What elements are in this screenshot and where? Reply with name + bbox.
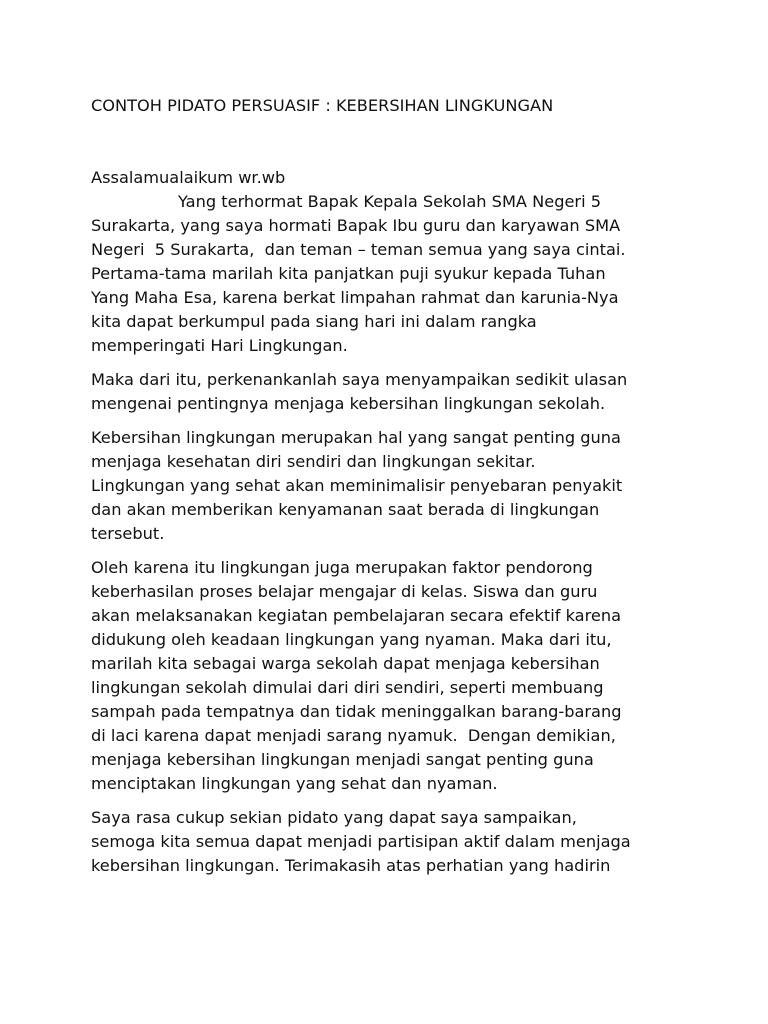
text-line: Yang Maha Esa, karena berkat limpahan rahmat dan karunia-Nya: [91, 288, 619, 307]
text-line: akan melaksanakan kegiatan pembelajaran secara efektif karena: [91, 606, 622, 625]
document-title: CONTOH PIDATO PERSUASIF : KEBERSIHAN LINGKUNGAN: [91, 96, 554, 115]
paragraph: [91, 806, 698, 878]
paragraph: [91, 426, 698, 546]
text-line: Saya rasa cukup sekian pidato yang dapat saya sampaikan,: [91, 808, 577, 827]
text-line: menjaga kesehatan diri sendiri dan lingkungan sekitar.: [91, 452, 536, 471]
text-line: Yang terhormat Bapak Kepala Sekolah SMA Negeri 5: [178, 192, 602, 211]
text-line: kita dapat berkumpul pada siang hari ini dalam rangka: [91, 312, 537, 331]
text-line: di laci karena dapat menjadi sarang nyamuk. Dengan demikian,: [91, 726, 616, 745]
text-line: tersebut.: [91, 524, 165, 543]
text-line: Lingkungan yang sehat akan meminimalisir penyebaran penyakit: [91, 476, 623, 495]
greeting-line: Assalamualaikum wr.wb: [91, 168, 286, 187]
text-line: Maka dari itu, perkenankanlah saya menyampaikan sedikit ulasan: [91, 370, 628, 389]
text-line: keberhasilan proses belajar mengajar di kelas. Siswa dan guru: [91, 582, 598, 601]
text-line: didukung oleh keadaan lingkungan yang nyaman. Maka dari itu,: [91, 630, 612, 649]
text-line: Pertama-tama marilah kita panjatkan puji syukur kepada Tuhan: [91, 264, 606, 283]
text-line: kebersihan lingkungan. Terimakasih atas perhatian yang hadirin: [91, 856, 611, 875]
body-text: [91, 190, 698, 878]
text-line: menciptakan lingkungan yang sehat dan nyaman.: [91, 774, 498, 793]
paragraph: [91, 556, 698, 796]
paragraph: [91, 368, 698, 416]
text-line: menjaga kebersihan lingkungan menjadi sangat penting guna: [91, 750, 594, 769]
paragraph: [91, 190, 698, 358]
text-line: Surakarta, yang saya hormati Bapak Ibu guru dan karyawan SMA: [91, 216, 621, 235]
text-line: sampah pada tempatnya dan tidak meninggalkan barang-barang: [91, 702, 622, 721]
text-line: memperingati Hari Lingkungan.: [91, 336, 348, 355]
text-line: Negeri 5 Surakarta, dan teman – teman semua yang saya cintai.: [91, 240, 626, 259]
text-line: mengenai pentingnya menjaga kebersihan lingkungan sekolah.: [91, 394, 606, 413]
text-line: lingkungan sekolah dimulai dari diri sendiri, seperti membuang: [91, 678, 604, 697]
text-line: dan akan memberikan kenyamanan saat berada di lingkungan: [91, 500, 600, 519]
text-line: semoga kita semua dapat menjadi partisipan aktif dalam menjaga: [91, 832, 631, 851]
text-line: Oleh karena itu lingkungan juga merupakan faktor pendorong: [91, 558, 593, 577]
text-line: Kebersihan lingkungan merupakan hal yang sangat penting guna: [91, 428, 621, 447]
text-line: marilah kita sebagai warga sekolah dapat menjaga kebersihan: [91, 654, 600, 673]
